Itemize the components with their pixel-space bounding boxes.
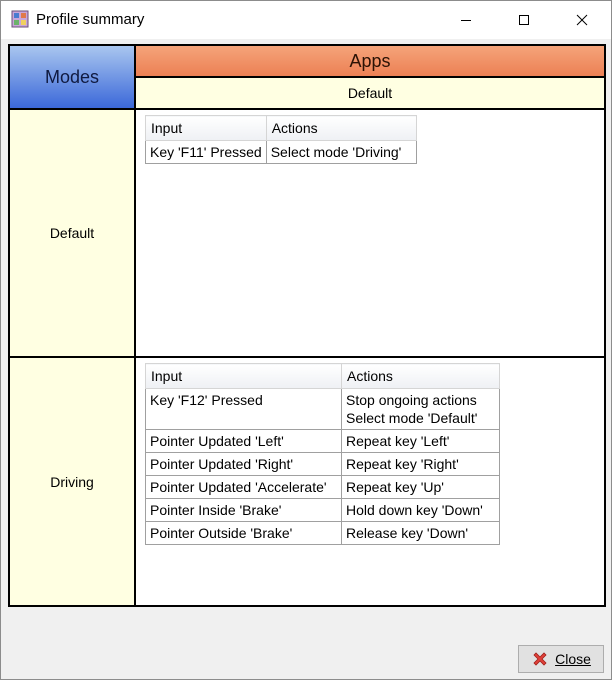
- red-x-icon: [531, 650, 549, 668]
- close-button[interactable]: [518, 645, 604, 673]
- input-cell: Pointer Updated 'Left': [146, 430, 342, 453]
- actions-cell: Select mode 'Driving': [266, 141, 416, 164]
- input-cell: Pointer Inside 'Brake': [146, 499, 342, 522]
- table-header-row: [146, 364, 500, 389]
- action-line: Stop ongoing actions: [346, 392, 477, 408]
- actions-cell: Repeat key 'Left': [342, 430, 500, 453]
- actions-cell: Hold down key 'Down': [342, 499, 500, 522]
- table-row[interactable]: [146, 141, 417, 164]
- column-header-actions: Actions: [266, 116, 416, 141]
- modes-header: Modes: [10, 46, 136, 110]
- actions-cell: Repeat key 'Right': [342, 453, 500, 476]
- rules-table-default: [145, 115, 417, 164]
- mode-label-default: Default: [10, 110, 136, 358]
- mode-default-content: [136, 110, 604, 358]
- actions-cell: Release key 'Down': [342, 522, 500, 545]
- app-column-default: Default: [136, 78, 604, 110]
- window-close-button[interactable]: [553, 1, 611, 39]
- input-cell: Pointer Updated 'Accelerate': [146, 476, 342, 499]
- table-row[interactable]: [146, 389, 500, 430]
- mode-driving-content: [136, 358, 604, 605]
- table-row[interactable]: [146, 476, 500, 499]
- window-title: Profile summary: [36, 11, 145, 28]
- maximize-icon: [518, 14, 530, 26]
- minimize-icon: [460, 14, 472, 26]
- actions-cell: Repeat key 'Up': [342, 476, 500, 499]
- table-row[interactable]: [146, 430, 500, 453]
- input-cell: Key 'F11' Pressed: [146, 141, 267, 164]
- table-row[interactable]: [146, 522, 500, 545]
- input-cell: Key 'F12' Pressed: [146, 389, 342, 430]
- minimize-button[interactable]: [437, 1, 495, 39]
- title-bar: [1, 1, 611, 39]
- rules-table-driving: [145, 363, 500, 545]
- input-cell: Pointer Outside 'Brake': [146, 522, 342, 545]
- app-icon: [11, 10, 29, 28]
- close-icon: [576, 14, 588, 26]
- action-line: Select mode 'Default': [346, 410, 478, 426]
- profile-grid: [8, 44, 606, 607]
- close-button-label: Close: [555, 651, 591, 667]
- input-cell: Pointer Updated 'Right': [146, 453, 342, 476]
- table-row[interactable]: [146, 453, 500, 476]
- column-header-input: Input: [146, 364, 342, 389]
- column-header-actions: Actions: [342, 364, 500, 389]
- actions-cell: [342, 389, 500, 430]
- column-header-input: Input: [146, 116, 267, 141]
- table-row[interactable]: [146, 499, 500, 522]
- table-header-row: [146, 116, 417, 141]
- maximize-button[interactable]: [495, 1, 553, 39]
- mode-label-driving: Driving: [10, 358, 136, 605]
- apps-header: Apps: [136, 46, 604, 78]
